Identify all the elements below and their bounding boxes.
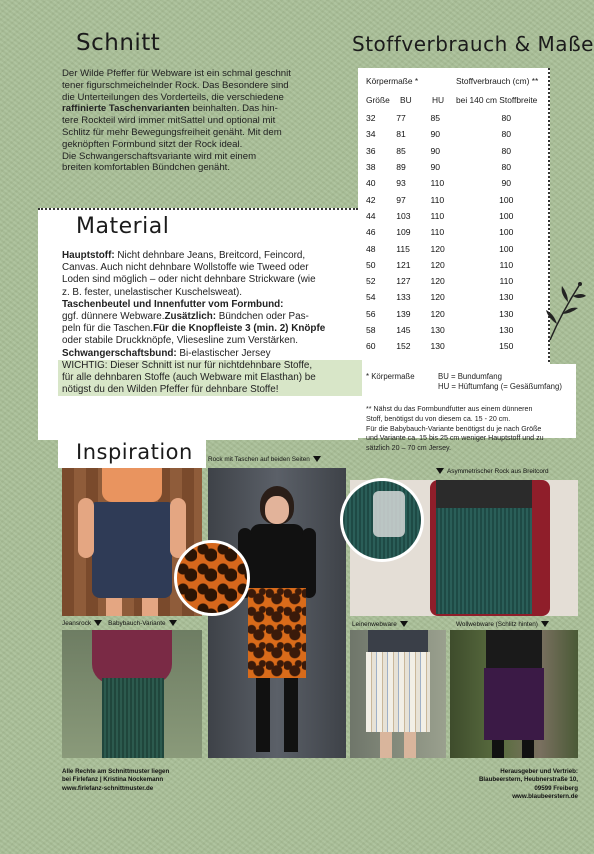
cell-hu: 120 <box>430 259 445 270</box>
cell-groesse: 54 <box>366 292 376 303</box>
warning-note <box>58 360 362 397</box>
cell-bu: 127 <box>396 276 411 287</box>
cell-stoffverbrauch: 130 <box>499 292 514 303</box>
material-line <box>62 311 362 323</box>
cell-hu: 110 <box>430 227 445 238</box>
material-line <box>62 250 362 262</box>
cell-stoffverbrauch: 80 <box>501 113 512 124</box>
cell-bu: 85 <box>396 145 406 156</box>
material-line: Canvas. Auch nicht dehnbare Wollstoffe wie Tweed oder <box>62 262 309 274</box>
caption-asym-text: Asymmetrischer Rock aus Breitcord <box>447 468 549 475</box>
cell-hu: 130 <box>430 325 445 335</box>
cell-groesse: 60 <box>366 341 376 352</box>
hdr-stoff: Stoffverbrauch (cm) ** <box>456 76 539 86</box>
cell-hu: 120 <box>430 276 445 287</box>
arrow-down-icon <box>94 620 102 626</box>
cell-hu: 110 <box>430 178 445 189</box>
col-hu: HU <box>432 95 445 105</box>
schwanger-val: Bi-elastischer Jersey <box>176 347 271 359</box>
cell-stoffverbrauch: 110 <box>499 276 514 287</box>
cell-groesse: 40 <box>366 178 376 189</box>
hdr-koerper: Körpermaße * <box>366 76 419 86</box>
label-schwangerschaftsbund: Schwangerschaftsbund: <box>62 347 177 359</box>
caption-baby-text: Babybauch-Variante <box>108 620 166 627</box>
size-row <box>358 224 548 240</box>
material-heading: Material <box>76 214 170 239</box>
size-row <box>358 240 548 256</box>
cell-hu: 110 <box>430 210 445 221</box>
cell-bu: 93 <box>396 178 406 189</box>
cell-bu: 145 <box>396 325 411 335</box>
cell-groesse: 52 <box>366 276 376 287</box>
schnitt-line: breiten komfortablen Bündchen genäht. <box>62 162 231 174</box>
photo-leopardrock <box>208 468 346 758</box>
schnitt-line: tere Rockteil wird immer mitSattel und optional mit <box>62 115 276 127</box>
cell-stoffverbrauch: 80 <box>501 129 512 140</box>
size-row <box>358 191 548 207</box>
schnitt-line: Die Schwangerschaftsvariante wird mit einem <box>62 150 257 162</box>
stoff-heading: Stoffverbrauch & Maße <box>352 32 594 56</box>
fn2-line: und Variante ca. 15 bis 25 cm weniger Hauptstoff und zu <box>366 434 544 443</box>
cell-stoffverbrauch: 150 <box>499 341 514 352</box>
label-knopfleiste: Für die Knopfleiste 3 (min. 2) Knöpfe <box>152 323 326 335</box>
arrow-down-icon <box>400 621 408 627</box>
cell-stoffverbrauch: 110 <box>499 259 514 270</box>
cell-stoffverbrauch: 90 <box>501 178 512 189</box>
warning-line: nötigst du den Wilden Pfeffer für dehnbare Stoffe! <box>62 384 279 396</box>
size-row <box>358 126 548 142</box>
label-hauptstoff: Hauptstoff: <box>62 250 115 261</box>
cell-bu: 133 <box>396 292 411 303</box>
cell-hu: 90 <box>430 129 441 140</box>
fn2-line: ** Nähst du das Formbundfutter aus einem dünneren <box>366 405 533 413</box>
photo-babybauch <box>62 630 202 758</box>
cell-bu: 139 <box>396 308 411 319</box>
cell-stoffverbrauch: 80 <box>501 145 512 156</box>
caption-taschen-text: Rock mit Taschen auf beiden Seiten <box>208 456 310 463</box>
footer-left-line: www.firlefanz-schnittmuster.de <box>62 784 154 792</box>
cell-stoffverbrauch: 130 <box>499 325 514 335</box>
caption-jeans <box>62 620 177 627</box>
size-row <box>358 306 548 322</box>
cell-bu: 97 <box>396 194 406 205</box>
label-taschenbeutel: Taschenbeutel und Innenfutter vom Formbund: <box>62 298 284 310</box>
caption-woll-text: Wollwebware (Schlitz hinten) <box>456 621 538 628</box>
cell-groesse: 50 <box>366 259 376 270</box>
cell-groesse: 48 <box>366 243 376 254</box>
cell-groesse: 38 <box>366 162 376 173</box>
photo-wolle <box>450 630 578 758</box>
footnote-stoff <box>366 405 576 454</box>
caption-asym <box>436 468 549 475</box>
size-row <box>358 338 548 354</box>
arrow-down-icon <box>169 620 177 626</box>
cell-bu: 115 <box>396 243 410 254</box>
cell-stoffverbrauch: 100 <box>499 227 514 238</box>
arrow-down-icon <box>541 621 549 627</box>
fn1-hu: HU = Hüftumfang (= Gesäßumfang) <box>438 382 562 391</box>
caption-leinen <box>352 621 408 628</box>
cell-hu: 110 <box>430 194 445 205</box>
cell-stoffverbrauch: 130 <box>499 308 514 319</box>
footer-right-line: Blaubeerstern, Heubnerstraße 10, <box>478 776 578 784</box>
cell-bu: 77 <box>396 113 406 124</box>
cell-bu: 121 <box>396 259 411 270</box>
caption-jeans-text: Jeansrock <box>62 620 92 627</box>
size-row <box>358 159 548 175</box>
cell-groesse: 32 <box>366 113 376 124</box>
fn1-label: * Körpermaße <box>366 372 415 381</box>
cell-hu: 130 <box>430 341 445 352</box>
cell-bu: 103 <box>396 210 411 221</box>
photo-detail-knopf <box>340 478 424 562</box>
material-line <box>62 348 362 360</box>
schnitt-line-rest: beinhalten. Das hin- <box>189 103 278 115</box>
caption-leinen-text: Leinenwebware <box>352 621 397 628</box>
cell-groesse: 44 <box>366 210 376 221</box>
cell-hu: 120 <box>430 243 445 254</box>
tasche-l2a: peln für die Taschen. <box>62 323 153 335</box>
size-table-panel <box>358 68 550 366</box>
arrow-down-icon <box>436 468 444 474</box>
cell-bu: 81 <box>396 129 406 140</box>
cell-hu: 90 <box>430 162 441 173</box>
size-row <box>358 322 548 338</box>
material-line <box>62 323 362 335</box>
cell-bu: 89 <box>396 162 406 173</box>
material-line: z. B. fester, unelastischer Kuschelsweat). <box>62 286 243 298</box>
tasche-l1a: ggf. dünnere Webware. <box>62 311 165 323</box>
cell-stoffverbrauch: 100 <box>499 243 514 254</box>
cell-hu: 90 <box>430 145 441 156</box>
label-zusaetzlich: Zusätzlich: <box>164 311 217 323</box>
size-table <box>358 110 548 354</box>
photo-leinen <box>350 630 446 758</box>
caption-woll <box>456 621 549 628</box>
fn1-bu: BU = Bundumfang <box>438 372 502 381</box>
schnitt-line: Der Wilde Pfeffer für Webware ist ein schmal geschnit <box>62 68 291 79</box>
fn2-line: Stoff, benötigst du von diesem ca. 15 - 20 cm. <box>366 414 511 423</box>
cell-groesse: 34 <box>366 129 376 140</box>
fn2-line: sätzlich 20 – 70 cm Jersey. <box>366 444 452 453</box>
material-text <box>62 250 362 396</box>
haupt-l1: Nicht dehnbare Jeans, Breitcord, Feincord, <box>114 250 306 261</box>
cell-groesse: 46 <box>366 227 376 238</box>
size-row <box>358 175 548 191</box>
footer-right <box>440 768 578 802</box>
schnitt-text <box>62 68 338 174</box>
schnitt-line: tener figurschmeichelnder Rock. Das Besondere sind <box>62 79 289 91</box>
footer-right-line: Herausgeber und Vertrieb: <box>500 768 578 775</box>
cell-hu: 85 <box>430 113 441 124</box>
leaf-branch-icon <box>540 278 588 342</box>
material-line: oder stabile Druckknöpfe, Vliesesline zum Verstärken. <box>62 335 299 347</box>
cell-hu: 120 <box>430 308 445 319</box>
fn2-line: Für die Babybauch-Variante benötigst du je nach Größe <box>366 424 542 433</box>
cell-groesse: 42 <box>366 194 376 205</box>
schnitt-highlight: raffinierte Taschenvarianten <box>62 103 190 115</box>
schnitt-heading: Schnitt <box>76 30 161 56</box>
warning-line: für alle dehnbaren Stoffe (auch Webware mit Elasthan) be <box>62 372 316 384</box>
cell-groesse: 36 <box>366 145 376 156</box>
size-row <box>358 273 548 289</box>
size-row <box>358 208 548 224</box>
size-row <box>358 143 548 159</box>
cell-bu: 109 <box>396 227 411 238</box>
cell-hu: 120 <box>430 292 445 303</box>
schnitt-line <box>62 103 338 115</box>
size-row <box>358 110 548 126</box>
col-breite: bei 140 cm Stoffbreite <box>456 95 538 105</box>
warning-line: WICHTIG: Dieser Schnitt ist nur für nichtdehnbare Stoffe, <box>62 359 313 371</box>
size-row <box>358 257 548 273</box>
footer-right-line: www.blaubeerstern.de <box>512 793 578 801</box>
schnitt-line: die Unterteilungen des Vorderteils, die verschiedene <box>62 91 284 103</box>
col-groesse: Größe <box>366 95 390 105</box>
footer-left-line: Alle Rechte am Schnittmuster liegen <box>62 768 170 775</box>
caption-taschen <box>208 456 321 463</box>
schnitt-line: Schlitz für mehr Bewegungsfreiheit genäht. Mit dem <box>62 126 282 138</box>
cell-groesse: 56 <box>366 308 376 319</box>
cell-bu: 152 <box>396 341 411 352</box>
cell-stoffverbrauch: 100 <box>499 194 514 205</box>
arrow-down-icon <box>313 456 321 462</box>
size-row <box>358 289 548 305</box>
footer-left-line: bei Firlefanz | Kristina Nockemann <box>62 776 164 784</box>
photo-detail-tasche <box>174 540 250 616</box>
tasche-l1b: Bündchen oder Pas- <box>216 311 309 323</box>
material-line <box>62 299 362 311</box>
col-bu: BU <box>400 95 412 105</box>
material-line: Loden sind möglich – oder nicht dehnbare Strickware (wie <box>62 274 316 286</box>
footer-right-line: 09599 Freiberg <box>534 784 578 792</box>
footer-left <box>62 768 169 793</box>
inspiration-heading: Inspiration <box>76 440 193 464</box>
cell-stoffverbrauch: 80 <box>501 162 512 173</box>
schnitt-line: geknöpften Formbund sitzt der Rock ideal. <box>62 138 243 150</box>
cell-groesse: 58 <box>366 325 376 335</box>
cell-stoffverbrauch: 100 <box>499 210 514 221</box>
